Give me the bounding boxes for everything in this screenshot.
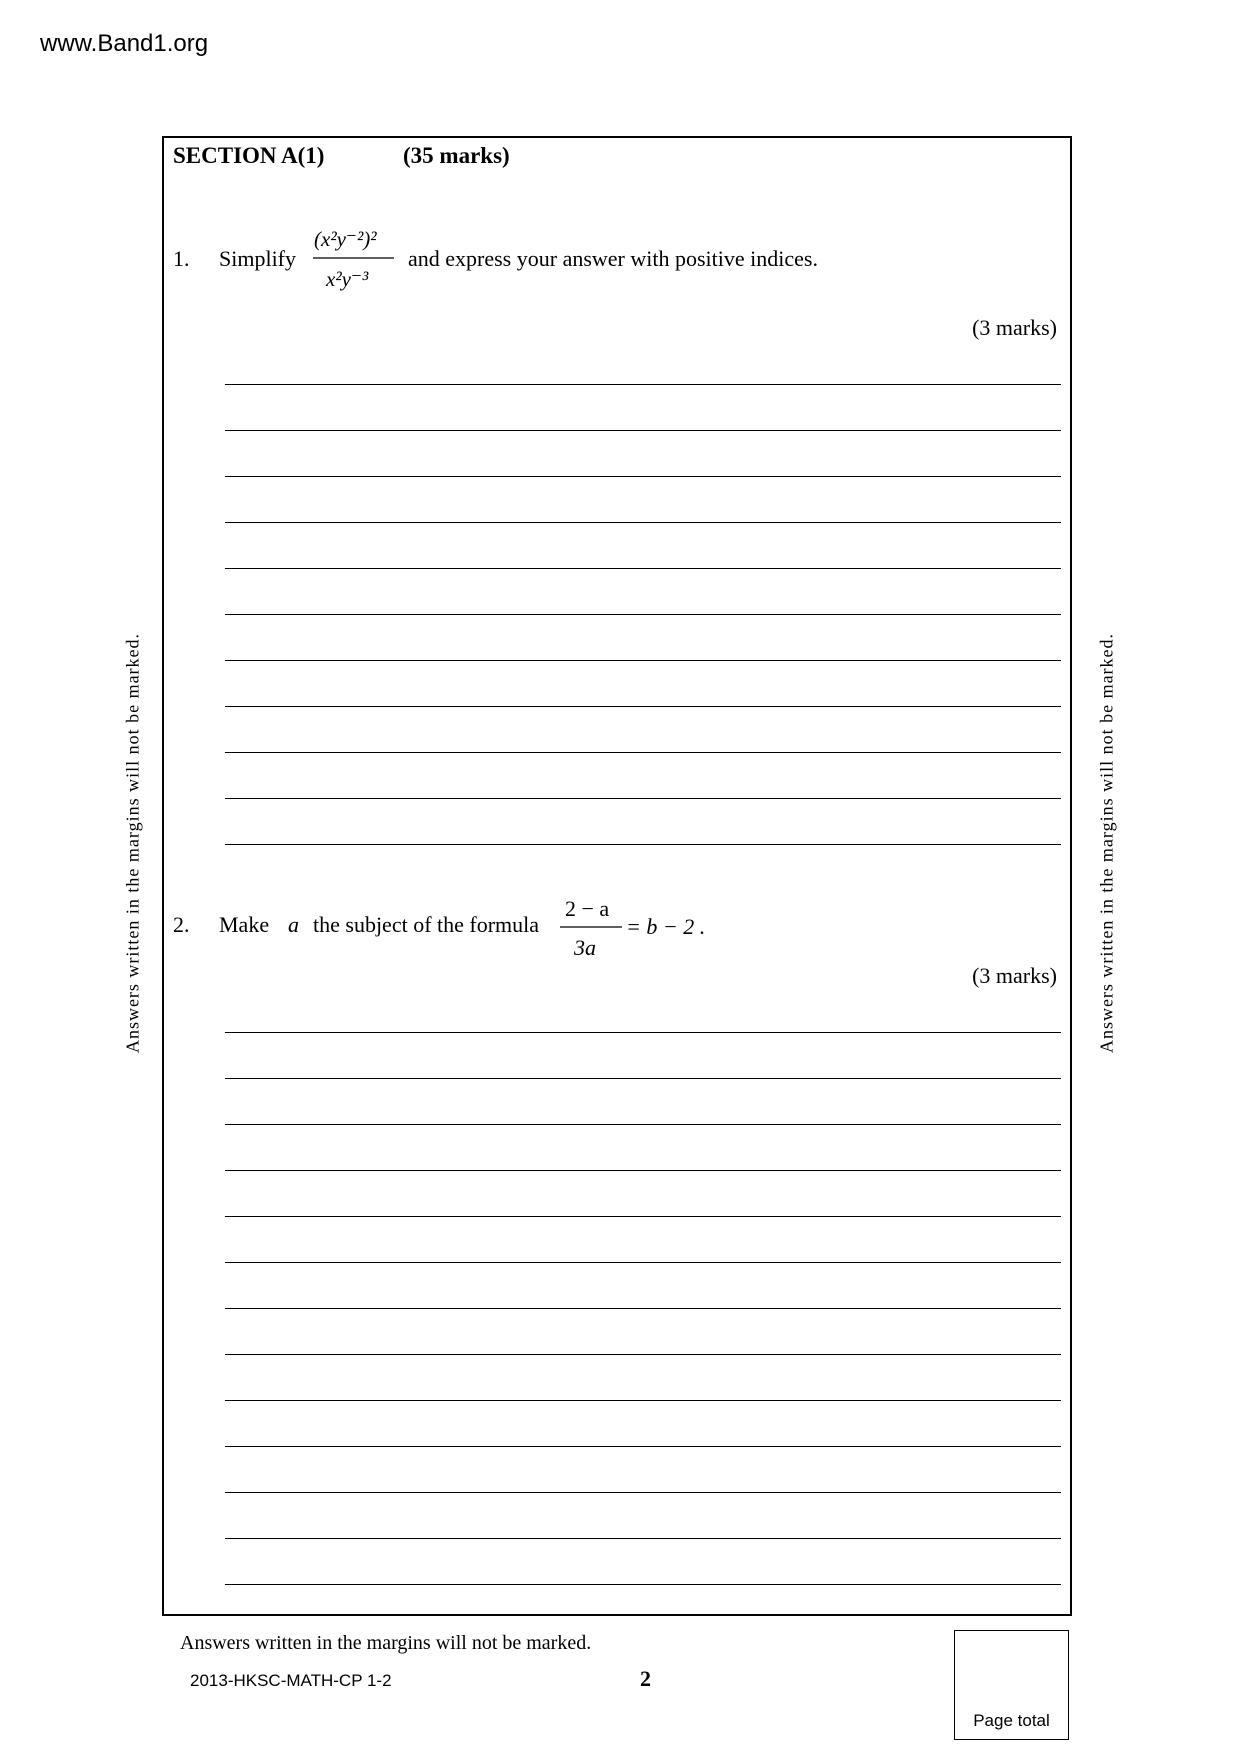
question-1-lead: Simplify [219, 246, 297, 271]
question-1-formula [310, 218, 402, 293]
site-watermark: www.Band1.org [40, 30, 209, 57]
answer-line[interactable] [225, 614, 1061, 615]
answer-line[interactable] [225, 752, 1061, 753]
section-title: SECTION A(1) [173, 143, 325, 168]
question-2-marks: (3 marks) [972, 963, 1057, 988]
question-1-text: and express your answer with positive indices. [408, 246, 818, 271]
question-2-formula [556, 890, 706, 966]
question-1-number: 1. [173, 246, 190, 271]
question-1-marks: (3 marks) [972, 315, 1057, 340]
formula-rhs: = b − 2 . [626, 914, 706, 939]
answer-line[interactable] [225, 1032, 1061, 1033]
question-2-lead: Make [219, 912, 270, 937]
page-total-label: Page total [973, 1711, 1050, 1730]
answer-frame [162, 136, 1072, 1616]
answer-line[interactable] [225, 844, 1061, 845]
right-margin-note: Answers written in the margins will not be marked. [1096, 632, 1117, 1054]
answer-line[interactable] [225, 1216, 1061, 1217]
question-2-number: 2. [173, 912, 190, 937]
page-total-box [954, 1630, 1069, 1740]
answer-line[interactable] [225, 1492, 1061, 1493]
formula-numerator: 2 − a [565, 896, 610, 921]
footer-margin-note: Answers written in the margins will not be marked. [180, 1632, 592, 1654]
answer-line[interactable] [225, 568, 1061, 569]
formula-denominator: 3a [574, 935, 596, 960]
question-2-text: the subject of the formula [313, 912, 540, 937]
answer-line[interactable] [225, 1262, 1061, 1263]
paper-code: 2013-HKSC-MATH-CP 1-2 [190, 1671, 392, 1690]
answer-line[interactable] [225, 1584, 1061, 1585]
answer-line[interactable] [225, 1354, 1061, 1355]
answer-line[interactable] [225, 1308, 1061, 1309]
answer-line[interactable] [225, 1170, 1061, 1171]
page-number: 2 [640, 1666, 651, 1691]
answer-line[interactable] [225, 430, 1061, 431]
answer-line[interactable] [225, 476, 1061, 477]
answer-line[interactable] [225, 1538, 1061, 1539]
answer-line[interactable] [225, 384, 1061, 385]
answer-line[interactable] [225, 1124, 1061, 1125]
answer-line[interactable] [225, 706, 1061, 707]
answer-line[interactable] [225, 798, 1061, 799]
answer-line[interactable] [225, 1446, 1061, 1447]
formula-denominator: x²y⁻³ [326, 267, 369, 291]
answer-line[interactable] [225, 1400, 1061, 1401]
answer-line[interactable] [225, 660, 1061, 661]
answer-line[interactable] [225, 1078, 1061, 1079]
formula-numerator: (x²y⁻²)² [314, 227, 377, 251]
answer-line[interactable] [225, 522, 1061, 523]
section-marks: (35 marks) [403, 143, 510, 168]
question-2-variable: a [288, 912, 299, 937]
left-margin-note: Answers written in the margins will not be marked. [122, 632, 143, 1054]
